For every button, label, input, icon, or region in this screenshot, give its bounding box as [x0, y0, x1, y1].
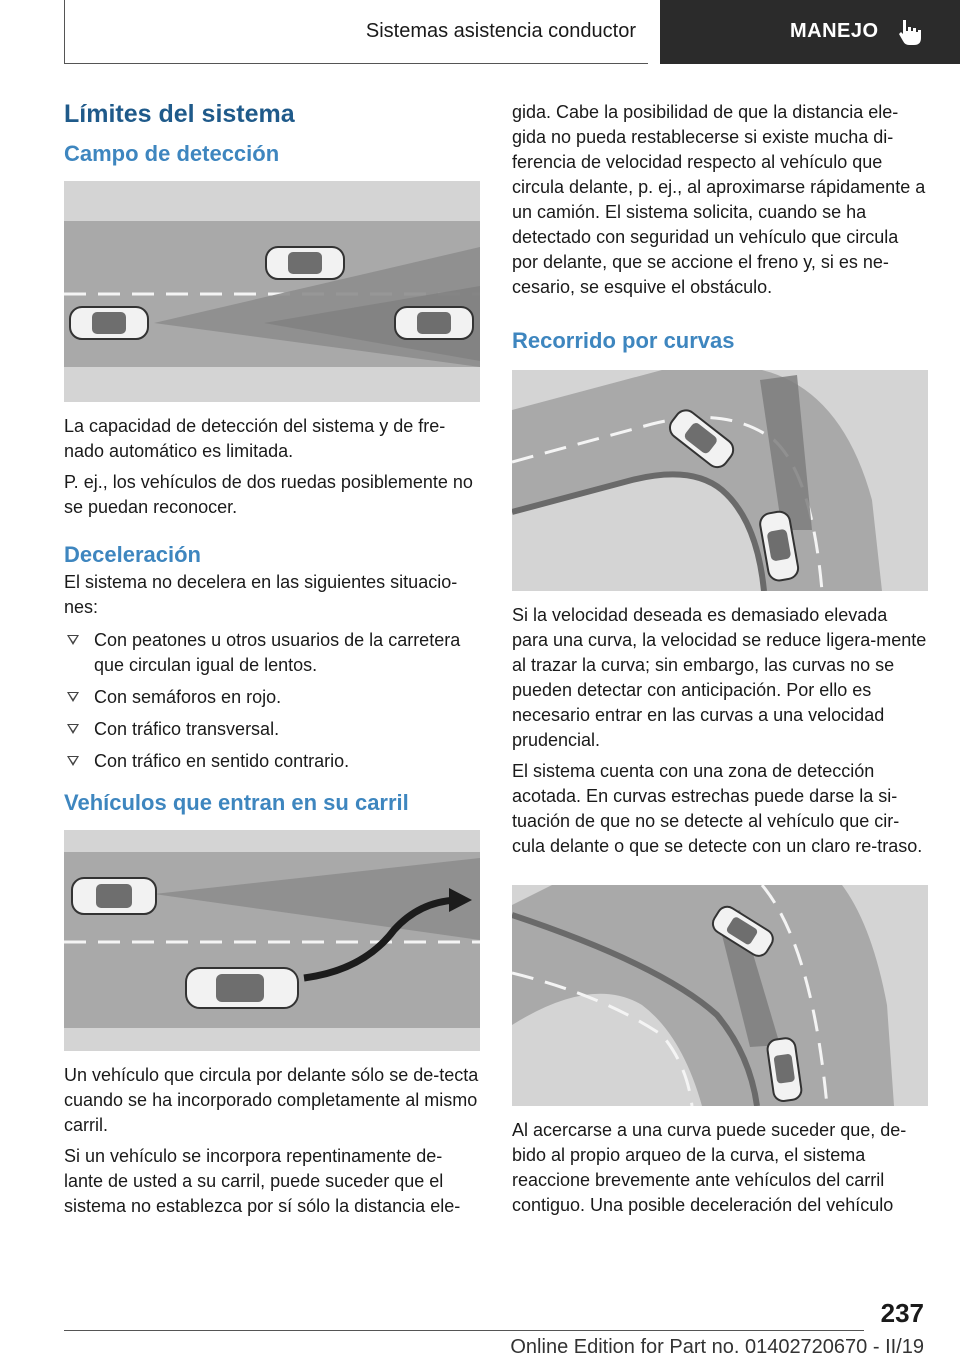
- left-column: [64, 100, 480, 1219]
- triangle-bullet-icon: [67, 692, 79, 702]
- header-chapter-label: MANEJO: [790, 20, 879, 42]
- triangle-bullet-icon: [67, 724, 79, 734]
- continued-paragraph: gida. Cabe la posibilidad de que la distancia ele-gida no pueda restablecerse si existe mucha di-ferencia de velocidad respecto al vehículo que circula delante, p. ej., al aproximarse rápidamente a un camión. El sistema solicita, cuando se ha detectado con seguridad un vehículo que circula por delante, que se accione el freno y, si es ne-cesario, se esquive el obstáculo.: [512, 102, 926, 297]
- list-item: Con tráfico transversal.: [64, 717, 480, 742]
- car-cutting-in: [186, 968, 298, 1008]
- footer-edition: Online Edition for Part no. 01402720670 - II/19: [510, 1336, 924, 1358]
- footer-rule: [64, 1330, 864, 1331]
- page-title: Límites del sistema: [64, 100, 295, 128]
- curve-speed-illustration: [512, 370, 928, 591]
- detection-field-illustration: [64, 181, 480, 402]
- deceleration-list: [64, 628, 480, 774]
- curves-paragraph-3: Al acercarse a una curva puede suceder que, de-bido al propio arqueo de la curva, el sistema reaccione brevemente ante vehículos del carril contiguo. Una posible deceleración del vehículo: [512, 1120, 907, 1215]
- cut-in-illustration: [64, 830, 480, 1051]
- curves-heading: Recorrido por curvas: [512, 328, 735, 353]
- cut-in-paragraph-1: Un vehículo que circula por delante sólo se de-tecta cuando se ha incorporado completamente al mismo carril.: [64, 1065, 479, 1135]
- page-number: 237: [880, 1298, 924, 1328]
- cut-in-paragraph-2: Si un vehículo se incorpora repentinamente de-lante de usted a su carril, puede suceder que el sistema no establezca por sí sólo la distancia ele-: [64, 1146, 461, 1216]
- list-item: Con peatones u otros usuarios de la carretera que circulan igual de lentos.: [64, 628, 480, 678]
- triangle-bullet-icon: [67, 635, 79, 645]
- hand-pointer-icon: [894, 16, 926, 48]
- right-column: [512, 100, 928, 1218]
- car-other-lane: [266, 247, 344, 279]
- curves-paragraph-2: El sistema cuenta con una zona de detección acotada. En curvas estrechas puede darse la si-tuación de que no se detecte al vehículo que cir-cula delante o que se detecte con un claro re-traso.: [512, 761, 923, 856]
- deceleration-heading: Deceleración: [64, 542, 201, 567]
- cut-in-heading: Vehículos que entran en su carril: [64, 790, 409, 815]
- car-ego: [72, 878, 156, 914]
- detection-heading: Campo de detección: [64, 141, 280, 166]
- car-ego: [70, 307, 148, 339]
- header-bottom-rule: [64, 63, 648, 64]
- curve-adjacent-lane-illustration: [512, 885, 928, 1106]
- header-chapter-tab[interactable]: [660, 0, 960, 64]
- detection-paragraph-1: La capacidad de detección del sistema y de fre-nado automático es limitada.: [64, 416, 446, 461]
- list-item: Con tráfico en sentido contrario.: [64, 749, 480, 774]
- car-ahead-same-lane: [395, 307, 473, 339]
- deceleration-intro: El sistema no decelera en las siguientes situacio-nes:: [64, 572, 458, 617]
- curves-paragraph-1: Si la velocidad deseada es demasiado elevada para una curva, la velocidad se reduce ligera-mente al trazar la curva; sin embargo, las curvas no se pueden detectar con anticipación. Por ello es necesario entrar en las curvas a una velocidad prudencial.: [512, 605, 927, 750]
- header-section-title: Sistemas asistencia conductor: [365, 20, 636, 42]
- detection-paragraph-2: P. ej., los vehículos de dos ruedas posiblemente no se puedan reconocer.: [64, 472, 473, 517]
- triangle-bullet-icon: [67, 756, 79, 766]
- list-item: Con semáforos en rojo.: [64, 685, 480, 710]
